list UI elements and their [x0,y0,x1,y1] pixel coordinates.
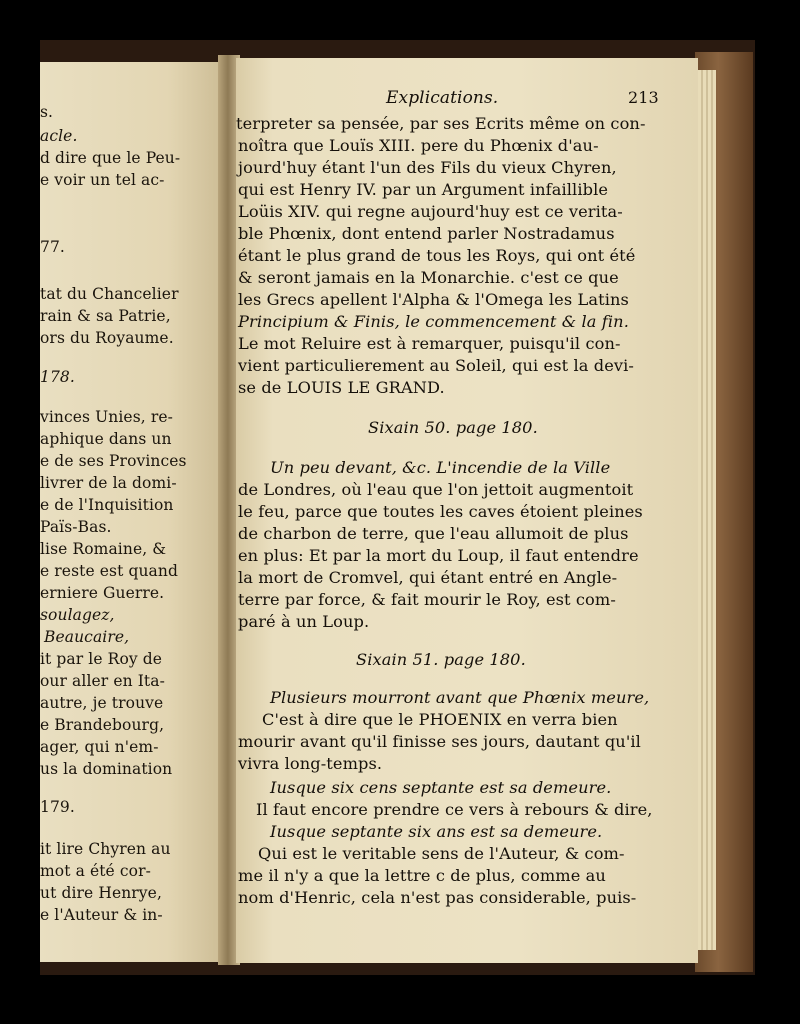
text-line: les Grecs apellent l'Alpha & l'Omega les Latins [238,290,629,309]
text-line: terpreter sa pensée, par ses Ecrits même on con- [236,114,646,133]
left-line: aphique dans un [40,430,172,448]
left-line: livrer de la domi- [40,474,177,492]
text-line: vient particulierement au Soleil, qui est la devi- [238,356,634,375]
left-line: vinces Unies, re- [40,408,173,426]
left-line: ut dire Henrye, [40,884,162,902]
text-line: & seront jamais en la Monarchie. c'est ce que [238,268,619,287]
text-line: C'est à dire que le PHOENIX en verra bien [262,710,618,729]
text-line: se de LOUIS LE GRAND. [238,378,445,397]
text-line: qui est Henry IV. par un Argument infaillible [238,180,609,199]
left-line: acle. [40,127,78,145]
left-page [40,62,222,962]
left-line: mot a été cor- [40,862,151,880]
left-line: Païs-Bas. [40,518,112,536]
text-line: Loüis XIV. qui regne aujourd'huy est ce verita- [238,202,623,221]
text-line: me il n'y a que la lettre c de plus, comme au [238,866,606,885]
text-line: ble Phœnix, dont entend parler Nostradamus [238,224,615,243]
page-number: 213 [628,88,659,107]
text-line: Qui est le veritable sens de l'Auteur, & com- [258,844,625,863]
left-line: it lire Chyren au [40,840,171,858]
left-line: soulagez, [40,606,115,624]
left-line: e de ses Provinces [40,452,187,470]
text-line: Il faut encore prendre ce vers à rebours & dire, [256,800,653,819]
left-line: us la domination [40,760,173,778]
text-line: nom d'Henric, cela n'est pas considerable, puis- [238,888,637,907]
text-line: paré à un Loup. [238,612,370,631]
text-line: la mort de Cromvel, qui étant entré en Angle- [238,568,618,587]
right-page [236,58,698,963]
left-line: erniere Guerre. [40,584,165,602]
left-line: our aller en Ita- [40,672,165,690]
left-line: e reste est quand [40,562,178,580]
section-heading: Sixain 51. page 180. [356,650,526,669]
text-line: Iusque six cens septante est sa demeure. [270,778,612,797]
text-line: Principium & Finis, le commencement & la fin. [238,312,629,331]
text-line: Le mot Reluire est à remarquer, puisqu'il con- [238,334,621,353]
left-line: it par le Roy de [40,650,163,668]
left-line: e Brandebourg, [40,716,165,734]
text-line: mourir avant qu'il finisse ses jours, dautant qu'il [238,732,641,751]
running-title: Explications. [386,88,499,108]
left-line: tat du Chancelier [40,285,179,303]
left-line: rain & sa Patrie, [40,307,171,325]
text-line: terre par force, & fait mourir le Roy, est com- [238,590,616,609]
left-line: autre, je trouve [40,694,164,712]
left-line: e voir un tel ac- [40,171,165,189]
left-line: d dire que le Peu- [40,149,181,167]
section-heading: Sixain 50. page 180. [368,418,538,437]
text-line: Un peu devant, &c. L'incendie de la Ville [270,458,611,477]
left-line: ors du Royaume. [40,329,174,347]
left-line: e de l'Inquisition [40,496,174,514]
left-line: ager, qui n'em- [40,738,159,756]
left-line: 179. [40,798,75,816]
text-line: le feu, parce que toutes les caves étoient pleines [238,502,643,521]
text-line: noîtra que Louïs XIII. pere du Phœnix d'au- [238,136,599,155]
text-line: de charbon de terre, que l'eau allumoit de plus [238,524,629,543]
text-line: en plus: Et par la mort du Loup, il faut entendre [238,546,639,565]
left-line: 178. [40,368,75,386]
text-line: jourd'huy étant l'un des Fils du vieux Chyren, [238,158,617,177]
text-line: de Londres, où l'eau que l'on jettoit augmentoit [238,480,634,499]
text-line: Plusieurs mourront avant que Phœnix meure, [270,688,650,707]
text-line: étant le plus grand de tous les Roys, qui ont été [238,246,636,265]
left-line: Beaucaire, [44,628,130,646]
text-line: vivra long-temps. [238,754,383,773]
left-line: s. [40,103,54,121]
left-line: e l'Auteur & in- [40,906,163,924]
text-line: Iusque septante six ans est sa demeure. [270,822,603,841]
left-line: 77. [40,238,65,256]
left-line: lise Romaine, & [40,540,167,558]
